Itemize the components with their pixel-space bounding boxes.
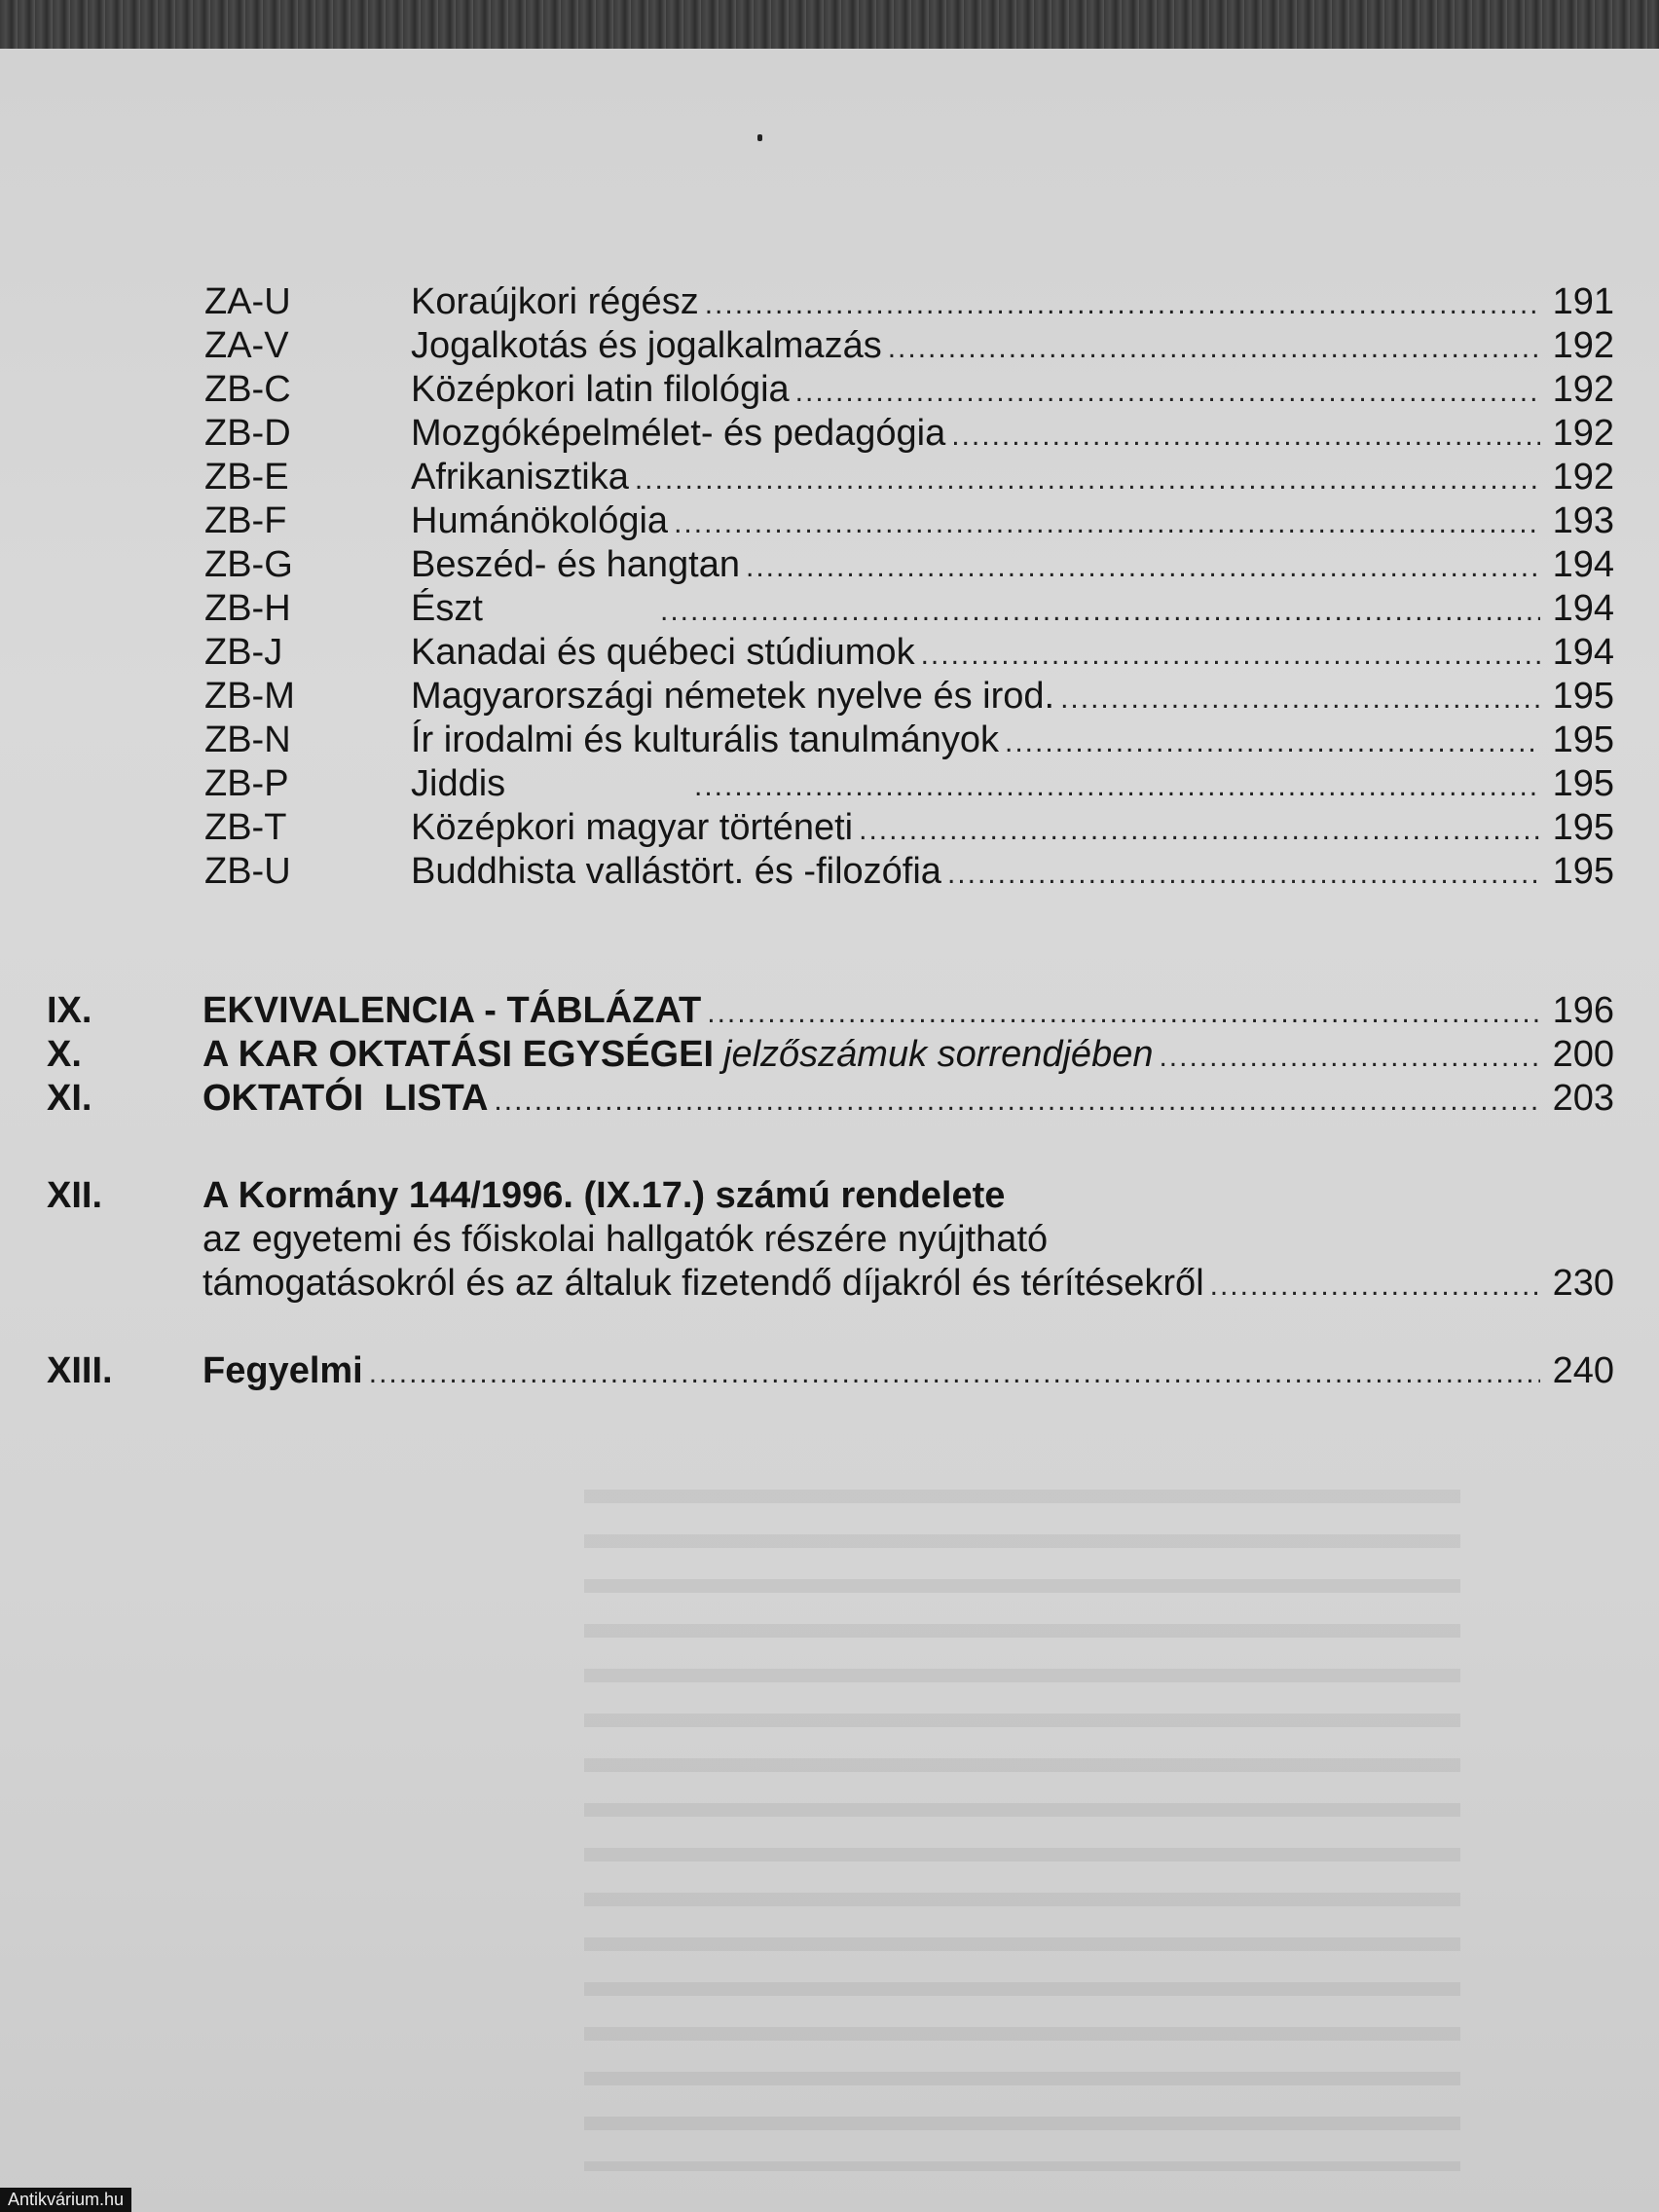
entry-title: Buddhista vallástört. és -filozófia	[411, 851, 941, 892]
entry-page: 194	[1552, 588, 1614, 629]
entry-code: ZA-U	[204, 281, 291, 322]
entry-code: ZB-J	[204, 632, 283, 673]
chapter-title: A KAR OKTATÁSI EGYSÉGEI	[203, 1034, 715, 1075]
entry-code: ZB-H	[204, 588, 291, 629]
entry-code: ZB-P	[204, 763, 289, 804]
entry-title: Humánökológia	[411, 500, 669, 541]
toc-entry	[204, 762, 1614, 808]
dot-leader	[707, 992, 1540, 1035]
dot-leader	[947, 853, 1540, 896]
entry-title: Beszéd- és hangtan	[411, 544, 741, 585]
dot-leader	[1210, 1265, 1540, 1308]
entry-title: Középkori magyar történeti	[411, 807, 854, 848]
chapter-xii-line-3-text: támogatásokról és az általuk fizetendő díjakról és térítésekről	[203, 1263, 1204, 1304]
dot-leader	[859, 809, 1540, 852]
chapter-title: EKVIVALENCIA - TÁBLÁZAT	[203, 990, 702, 1031]
chapter-number: XII.	[47, 1175, 103, 1216]
entry-code: ZB-U	[204, 851, 291, 892]
toc-entry	[204, 806, 1614, 852]
chapter-xiii	[47, 1349, 1614, 1395]
toc-entry	[204, 412, 1614, 458]
entry-page: 195	[1552, 807, 1614, 848]
chapter-number: XIII.	[47, 1350, 113, 1391]
entry-title: Magyarországi németek nyelve és irod.	[411, 676, 1055, 717]
entry-page: 192	[1552, 325, 1614, 366]
chapter-subtitle: jelzőszámuk sorrendjében	[723, 1034, 1154, 1075]
chapter-title: Fegyelmi	[203, 1350, 363, 1391]
dot-leader	[660, 590, 1540, 633]
dot-leader	[921, 634, 1540, 677]
toc-entry	[204, 368, 1614, 414]
entry-title: Ír irodalmi és kulturális tanulmányok	[411, 719, 1000, 760]
chapter-xii-line-3	[203, 1262, 1614, 1308]
entry-page: 192	[1552, 413, 1614, 454]
entry-page: 191	[1552, 281, 1614, 322]
entry-page: 195	[1552, 676, 1614, 717]
entry-code: ZA-V	[204, 325, 289, 366]
entry-code: ZB-N	[204, 719, 291, 760]
entry-title: Kanadai és québeci stúdiumok	[411, 632, 915, 673]
entry-code: ZB-G	[204, 544, 293, 585]
toc-entry	[204, 456, 1614, 501]
entry-page: 195	[1552, 763, 1614, 804]
toc-entry	[204, 499, 1614, 545]
entry-code: ZB-D	[204, 413, 291, 454]
chapter-page: 196	[1552, 990, 1614, 1031]
entry-code: ZB-E	[204, 457, 289, 498]
watermark: Antikvárium.hu	[0, 2188, 131, 2212]
chapter-page: 200	[1552, 1034, 1614, 1075]
chapter-page: 230	[1552, 1263, 1614, 1304]
entry-page: 192	[1552, 457, 1614, 498]
chapter-x	[47, 1033, 1614, 1079]
toc-entry	[204, 719, 1614, 764]
toc-entry	[204, 280, 1614, 326]
dot-leader	[888, 327, 1540, 370]
entry-page: 195	[1552, 851, 1614, 892]
dot-leader	[494, 1080, 1540, 1123]
toc-entry	[204, 543, 1614, 589]
entry-code: ZB-F	[204, 500, 287, 541]
dot-leader	[1060, 678, 1540, 720]
toc-entry	[204, 587, 1614, 633]
entry-title: Jiddis	[411, 763, 506, 804]
entry-title: Mozgóképelmélet- és pedagógia	[411, 413, 946, 454]
page-top-edge	[0, 0, 1659, 49]
dot-leader	[369, 1352, 1540, 1395]
entry-code: ZB-C	[204, 369, 291, 410]
dot-leader	[1159, 1036, 1540, 1079]
chapter-xii-line-2: az egyetemi és főiskolai hallgatók részére nyújtható	[203, 1219, 1049, 1260]
entry-code: ZB-M	[204, 676, 295, 717]
chapter-title: OKTATÓI LISTA	[203, 1078, 489, 1119]
entry-title: Észt	[411, 588, 483, 629]
entry-title: Középkori latin filológia	[411, 369, 790, 410]
entry-page: 192	[1552, 369, 1614, 410]
chapter-number: X.	[47, 1034, 82, 1075]
entry-code: ZB-T	[204, 807, 287, 848]
dot-leader	[694, 765, 1540, 808]
chapter-xi	[47, 1077, 1614, 1123]
dot-leader	[674, 502, 1540, 545]
chapter-xii	[47, 1174, 1614, 1217]
dot-leader	[1005, 721, 1540, 764]
entry-page: 194	[1552, 632, 1614, 673]
chapter-page: 203	[1552, 1078, 1614, 1119]
toc-entry	[204, 675, 1614, 720]
entry-title: Jogalkotás és jogalkalmazás	[411, 325, 882, 366]
document-page	[0, 49, 1659, 2212]
entry-title: Koraújkori régész	[411, 281, 699, 322]
toc-entry	[204, 850, 1614, 896]
show-through-texture	[584, 1490, 1460, 2171]
dot-leader	[951, 415, 1540, 458]
chapter-ix	[47, 989, 1614, 1035]
entry-page: 193	[1552, 500, 1614, 541]
chapter-page: 240	[1552, 1350, 1614, 1391]
dot-leader	[705, 283, 1540, 326]
toc-entry	[204, 631, 1614, 677]
entry-title: Afrikanisztika	[411, 457, 629, 498]
entry-page: 194	[1552, 544, 1614, 585]
ink-speck	[757, 134, 762, 141]
dot-leader	[795, 371, 1540, 414]
entry-page: 195	[1552, 719, 1614, 760]
chapter-number: IX.	[47, 990, 92, 1031]
toc-entry	[204, 324, 1614, 370]
dot-leader	[635, 459, 1540, 501]
dot-leader	[746, 546, 1540, 589]
chapter-number: XI.	[47, 1078, 92, 1119]
chapter-title: A Kormány 144/1996. (IX.17.) számú rendelete	[203, 1175, 1006, 1216]
